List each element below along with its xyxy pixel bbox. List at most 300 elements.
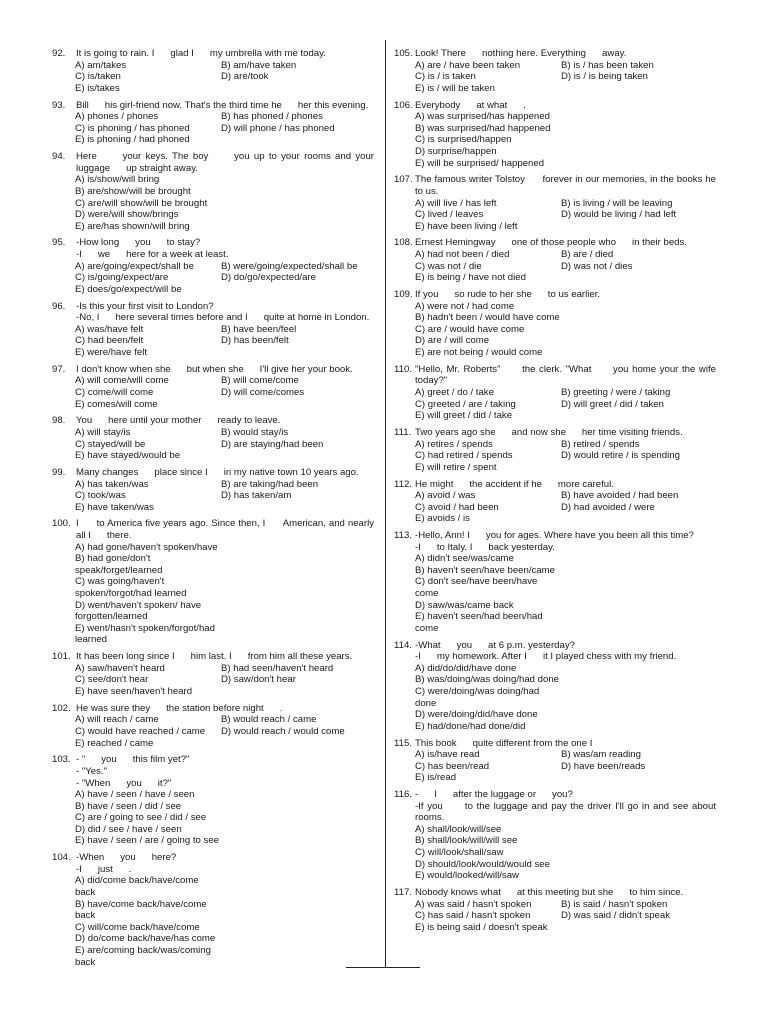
option-row: [75, 450, 374, 462]
option-row: [75, 186, 374, 198]
option-row: [415, 870, 716, 882]
question-line: If you so rude to her she to us earlier.: [415, 289, 601, 301]
answer-option: E) is being / have not died: [415, 272, 526, 284]
answer-options: [394, 553, 716, 634]
answer-options: [52, 111, 374, 146]
answer-option: B) have avoided / had been: [561, 490, 679, 502]
option-row: [415, 502, 716, 514]
question-header: [394, 738, 716, 750]
option-row: [415, 134, 716, 146]
question-header: [52, 48, 374, 60]
answer-options: [52, 324, 374, 359]
option-row: [415, 513, 716, 525]
option-row: [75, 83, 374, 95]
answer-options: [394, 111, 716, 169]
answer-options: [394, 824, 716, 882]
question-line: -What you at 6 p.m. yesterday?: [415, 639, 575, 651]
question-text: [76, 301, 374, 324]
answer-option: E) is/takes: [75, 82, 120, 94]
question-line: -I we here for a week at least.: [76, 249, 229, 261]
answer-option: C) would have reached / came: [75, 725, 206, 737]
option-row: [415, 859, 716, 871]
option-row: [75, 123, 374, 135]
question-line: -Is this your first visit to London?: [76, 300, 214, 312]
answer-option: E) will be surprised/ happened: [415, 157, 545, 169]
option-row: [75, 835, 374, 847]
question-number: 113.: [394, 530, 412, 542]
option-row: [75, 553, 374, 576]
answer-option: D) were/will show/brings: [75, 209, 179, 221]
question-number: 93.: [52, 99, 66, 111]
answer-option: B) are / died: [561, 249, 614, 261]
option-row: [75, 335, 374, 347]
question-header: [52, 852, 374, 875]
answer-option: C) are/will show/will be brought: [75, 197, 208, 209]
question-number: 98.: [52, 415, 66, 427]
answer-options: [52, 60, 374, 95]
answer-option: C) see/don't hear: [75, 674, 149, 686]
question-number: 94.: [52, 151, 66, 163]
answer-option: A) will come/will come: [75, 375, 169, 387]
question-text: [76, 415, 374, 427]
answer-option: D) do/come back/have/has come: [75, 933, 216, 945]
answer-options: [394, 249, 716, 284]
question-text: [415, 427, 716, 439]
option-row: [415, 111, 716, 123]
question-text: [415, 789, 719, 824]
question-item: [52, 518, 377, 646]
option-row: [75, 623, 374, 646]
option-row: [75, 663, 374, 675]
answer-option: A) is/have read: [415, 749, 480, 761]
answer-option: A) was/have felt: [75, 323, 144, 335]
question-item: [394, 530, 716, 634]
option-row: [415, 312, 716, 324]
answer-option: A) had gone/haven't spoken/have: [75, 541, 218, 553]
answer-option: E) have taken/was: [75, 501, 154, 513]
question-text: [76, 703, 374, 715]
option-row: [415, 198, 716, 210]
option-row: [75, 375, 374, 387]
question-header: [52, 237, 374, 260]
answer-option: E) will greet / did / take: [415, 410, 513, 422]
answer-option: D) would reach / would come: [221, 725, 345, 737]
answer-option: D) would retire / is spending: [561, 450, 680, 462]
question-line: It has been long since I him last. I from him all these years.: [76, 651, 353, 663]
answer-option: C) stayed/will be: [75, 438, 146, 450]
option-row: [415, 761, 716, 773]
question-line: Look! There nothing here. Everything away.: [415, 48, 627, 59]
answer-option: E) does/go/expect/will be: [75, 283, 182, 295]
option-row: [415, 611, 716, 634]
answer-option: B) have been/feel: [221, 323, 297, 335]
question-number: 116.: [394, 789, 412, 801]
answer-option: D) were/doing/did/have done: [415, 709, 538, 721]
option-row: [415, 490, 716, 502]
answer-option: C) is/going/expect/are: [75, 272, 169, 284]
answer-option: D) are / will come: [415, 335, 490, 347]
option-row: [75, 686, 374, 698]
question-text: [76, 151, 377, 174]
question-number: 92.: [52, 48, 66, 59]
option-row: [415, 158, 716, 170]
option-row: [415, 301, 716, 313]
question-header: [52, 151, 377, 174]
question-number: 110.: [394, 363, 412, 375]
question-item: [52, 301, 374, 359]
option-row: [75, 111, 374, 123]
option-row: [75, 875, 374, 898]
option-row: [75, 272, 374, 284]
option-row: [75, 387, 374, 399]
question-text: [76, 237, 374, 260]
answer-option: E) will retire / spent: [415, 461, 497, 473]
option-row: [415, 71, 716, 83]
question-item: [52, 48, 374, 94]
question-line: He was sure they the station before night .: [76, 702, 283, 714]
answer-option: C) will/come back/have/come: [75, 921, 200, 933]
option-row: [415, 209, 716, 221]
question-item: [52, 237, 374, 295]
option-row: [75, 261, 374, 273]
question-line: -I just .: [76, 863, 132, 875]
answer-option: C) was going/haven't spoken/forgot/had learned: [75, 576, 187, 600]
question-header: [394, 530, 716, 553]
option-row: [75, 60, 374, 72]
answer-option: C) had been/felt: [75, 335, 144, 347]
answer-option: B) have / seen / did / see: [75, 800, 182, 812]
footer-rule: [346, 967, 420, 968]
answer-option: B) were/going/expected/shall be: [221, 260, 358, 272]
answer-option: D) saw/was/came back: [415, 599, 514, 611]
question-number: 99.: [52, 466, 66, 478]
question-line: You here until your mother ready to leave.: [76, 415, 281, 427]
answer-option: B) are/show/will be brought: [75, 185, 191, 197]
option-row: [415, 123, 716, 135]
option-row: [415, 324, 716, 336]
answer-option: A) retires / spends: [415, 438, 493, 450]
answer-options: [52, 174, 374, 232]
answer-option: E) are not being / would come: [415, 347, 543, 358]
answer-option: D) have been/reads: [561, 760, 646, 772]
question-item: [52, 852, 374, 968]
answer-options: [394, 899, 716, 934]
answer-option: B) shall/look/will/will see: [415, 835, 518, 847]
option-row: [415, 663, 716, 675]
question-line: The famous writer Tolstoy forever in our memories, in the books he to us.: [415, 174, 732, 197]
question-item: [394, 100, 716, 170]
option-row: [75, 933, 374, 945]
answer-option: B) was/am reading: [561, 749, 641, 761]
option-row: [75, 600, 374, 623]
question-line: - "Yes.": [76, 765, 107, 777]
answer-option: D) is / is being taken: [561, 71, 648, 83]
option-row: [415, 922, 716, 934]
option-row: [415, 272, 716, 284]
answer-option: B) is / has been taken: [561, 59, 654, 71]
question-text: [415, 289, 716, 301]
question-text: [76, 467, 374, 479]
question-line: Here your keys. The boy you up to your rooms and your luggage up straight away.: [76, 151, 377, 174]
answer-option: E) have / seen / are / going to see: [75, 835, 219, 847]
option-row: [415, 335, 716, 347]
question-number: 101.: [52, 651, 71, 663]
answer-option: D) surprise/happen: [415, 145, 497, 157]
option-row: [415, 576, 716, 599]
question-text: [415, 174, 732, 197]
question-item: [394, 427, 716, 473]
answer-option: E) were/have felt: [75, 347, 147, 358]
option-row: [75, 284, 374, 296]
option-row: [75, 324, 374, 336]
answer-option: D) had avoided / were: [561, 501, 655, 513]
answer-option: B) was surprised/had happened: [415, 122, 551, 134]
answer-option: E) would/looked/will/saw: [415, 870, 519, 882]
answer-option: B) greeting / were / taking: [561, 386, 671, 398]
question-item: [52, 703, 374, 749]
question-item: [394, 887, 716, 933]
question-text: [76, 364, 374, 376]
answer-option: B) has phoned / phones: [221, 111, 323, 123]
question-item: [52, 754, 374, 847]
option-row: [75, 714, 374, 726]
option-row: [75, 399, 374, 411]
answer-option: A) were not / had come: [415, 300, 515, 312]
question-header: [394, 789, 719, 824]
option-row: [75, 198, 374, 210]
answer-option: B) hadn't been / would have come: [415, 312, 560, 324]
option-row: [75, 945, 374, 968]
question-item: [52, 364, 374, 410]
answer-option: D) would be living / had left: [561, 209, 677, 221]
answer-option: D) was not / dies: [561, 260, 633, 272]
question-number: 96.: [52, 300, 66, 312]
answer-option: A) was surprised/has happened: [415, 111, 550, 123]
option-row: [415, 910, 716, 922]
answer-option: A) saw/haven't heard: [75, 662, 165, 674]
answer-options: [394, 387, 716, 422]
question-header: [52, 467, 374, 479]
answer-option: D) has taken/am: [221, 490, 292, 502]
question-number: 114.: [394, 639, 412, 651]
option-row: [415, 261, 716, 273]
option-row: [415, 847, 716, 859]
answer-option: A) has taken/was: [75, 478, 149, 490]
question-header: [394, 48, 716, 60]
answer-option: C) were/doing/was doing/had done: [415, 685, 540, 709]
answer-option: E) are/has shown/will bring: [75, 220, 190, 232]
answer-options: [52, 479, 374, 514]
answer-option: A) have / seen / have / seen: [75, 789, 195, 801]
option-row: [75, 576, 374, 599]
question-text: [415, 887, 716, 899]
answer-option: A) avoid / was: [415, 490, 476, 502]
option-row: [75, 134, 374, 146]
option-row: [75, 209, 374, 221]
answer-option: A) didn't see/was/came: [415, 553, 514, 565]
question-text: [415, 237, 716, 249]
question-text: [76, 754, 374, 789]
question-header: [394, 887, 716, 899]
answer-option: C) will/look/shall/saw: [415, 847, 504, 859]
answer-option: C) is surprised/happen: [415, 134, 512, 146]
answer-options: [394, 198, 716, 233]
question-header: [52, 703, 374, 715]
answer-option: D) went/haven't spoken/ have forgotten/learned: [75, 599, 202, 623]
question-item: [394, 479, 716, 525]
question-text: [415, 640, 716, 663]
answer-option: B) was/doing/was doing/had done: [415, 674, 560, 686]
question-header: [52, 518, 377, 542]
answer-options: [52, 789, 374, 847]
question-header: [52, 754, 374, 789]
answer-options: [394, 749, 716, 784]
option-row: [415, 462, 716, 474]
option-row: [415, 146, 716, 158]
question-number: 103.: [52, 754, 71, 766]
question-header: [394, 100, 716, 112]
option-row: [75, 479, 374, 491]
option-row: [415, 686, 716, 709]
question-number: 95.: [52, 237, 66, 249]
question-line: This book quite different from the one I: [415, 737, 593, 749]
option-row: [75, 439, 374, 451]
answer-option: A) will reach / came: [75, 714, 159, 726]
question-item: [394, 363, 719, 422]
answer-option: C) are / would have come: [415, 323, 525, 335]
answer-options: [52, 375, 374, 410]
question-item: [52, 151, 377, 232]
answer-option: D) will come/comes: [221, 386, 305, 398]
question-line: Nobody knows what at this meeting but she to him since.: [415, 887, 684, 899]
answer-option: B) retired / spends: [561, 438, 640, 450]
option-row: [75, 899, 374, 922]
option-row: [415, 835, 716, 847]
option-row: [75, 726, 374, 738]
answer-option: E) have stayed/would be: [75, 450, 181, 462]
question-text: [415, 100, 716, 112]
question-text: [415, 479, 716, 491]
option-row: [415, 824, 716, 836]
question-header: [394, 289, 716, 301]
option-row: [415, 399, 716, 411]
question-line: -I my homework. After I it I played chess with my friend.: [415, 651, 677, 663]
question-number: 108.: [394, 237, 413, 249]
answer-options: [394, 60, 716, 95]
option-row: [415, 410, 716, 422]
answer-option: B) is living / will be leaving: [561, 197, 673, 209]
answer-options: [52, 875, 374, 968]
option-row: [415, 772, 716, 784]
answer-option: C) lived / leaves: [415, 209, 484, 221]
option-row: [415, 749, 716, 761]
answer-option: C) are / going to see / did / see: [75, 812, 207, 824]
answer-option: D) did / see / have / seen: [75, 823, 182, 835]
question-item: [394, 48, 716, 94]
answer-option: C) had retired / spends: [415, 450, 513, 462]
question-line: Ernest Hemingway one of those people who in their beds.: [415, 237, 687, 249]
answer-option: C) is/taken: [75, 71, 121, 83]
question-text: [415, 363, 719, 387]
answer-option: A) am/takes: [75, 59, 127, 71]
answer-option: B) am/have taken: [221, 59, 297, 71]
question-line: Many changes place since I in my native town 10 years ago.: [76, 466, 359, 478]
answer-option: E) have been living / left: [415, 220, 518, 232]
answer-option: D) will greet / did / taken: [561, 398, 664, 410]
option-row: [75, 221, 374, 233]
question-header: [394, 640, 716, 663]
question-header: [394, 237, 716, 249]
answer-option: E) is / will be taken: [415, 82, 495, 94]
answer-option: A) will live / has left: [415, 197, 497, 209]
answer-option: A) was said / hasn't spoken: [415, 898, 532, 910]
answer-option: E) are/coming back/was/coming back: [75, 945, 211, 968]
question-number: 106.: [394, 99, 413, 111]
answer-option: D) will phone / has phoned: [221, 122, 335, 134]
question-line: Everybody at what .: [415, 99, 526, 111]
answer-option: B) have/come back/have/come back: [75, 898, 207, 922]
answer-options: [52, 542, 374, 646]
column-divider: [385, 40, 386, 968]
question-number: 100.: [52, 518, 71, 530]
question-line: -If you to the luggage and pay the driver I'll go in and see about rooms.: [415, 800, 719, 824]
question-number: 112.: [394, 478, 412, 490]
answer-options: [394, 663, 716, 733]
question-line: -Hello, Ann! I you for ages. Where have you been all this time?: [415, 530, 694, 542]
answer-option: C) has been/read: [415, 760, 490, 772]
question-line: -When you here?: [76, 852, 177, 864]
option-row: [415, 60, 716, 72]
question-header: [52, 651, 374, 663]
answer-option: E) is/read: [415, 772, 457, 784]
question-number: 111.: [394, 426, 412, 438]
option-row: [75, 427, 374, 439]
answer-option: A) greet / do / take: [415, 386, 494, 398]
answer-options: [52, 663, 374, 698]
option-row: [415, 709, 716, 721]
question-text: [76, 852, 374, 875]
answer-option: D) are staying/had been: [221, 438, 324, 450]
option-row: [75, 490, 374, 502]
answer-option: B) would reach / came: [221, 714, 317, 726]
question-line: Bill his girl-friend now. That's the third time he her this evening.: [76, 99, 369, 111]
option-row: [75, 502, 374, 514]
option-row: [415, 553, 716, 565]
answer-option: E) is being said / doesn't speak: [415, 921, 548, 933]
question-number: 102.: [52, 702, 71, 714]
answer-option: C) was not / die: [415, 260, 482, 272]
answer-option: E) haven't seen/had been/had come: [415, 611, 543, 634]
answer-option: E) comes/will come: [75, 398, 158, 410]
option-row: [75, 71, 374, 83]
option-row: [75, 789, 374, 801]
answer-option: C) is phoning / has phoned: [75, 122, 190, 134]
answer-option: E) reached / came: [75, 737, 154, 749]
answer-options: [394, 439, 716, 474]
question-item: [394, 237, 716, 283]
answer-option: B) haven't seen/have been/came: [415, 564, 555, 576]
answer-options: [394, 301, 716, 359]
question-number: 105.: [394, 48, 413, 59]
option-row: [415, 674, 716, 686]
question-header: [52, 364, 374, 376]
question-line: -How long you to stay?: [76, 237, 201, 249]
question-item: [394, 640, 716, 733]
answer-option: E) have seen/haven't heard: [75, 685, 193, 697]
question-line: -No, I here several times before and I quite at home in London.: [76, 312, 370, 324]
question-line: "Hello, Mr. Roberts" the clerk. "What you home your the wife today?": [415, 363, 719, 387]
answer-option: E) had/done/had done/did: [415, 720, 526, 732]
